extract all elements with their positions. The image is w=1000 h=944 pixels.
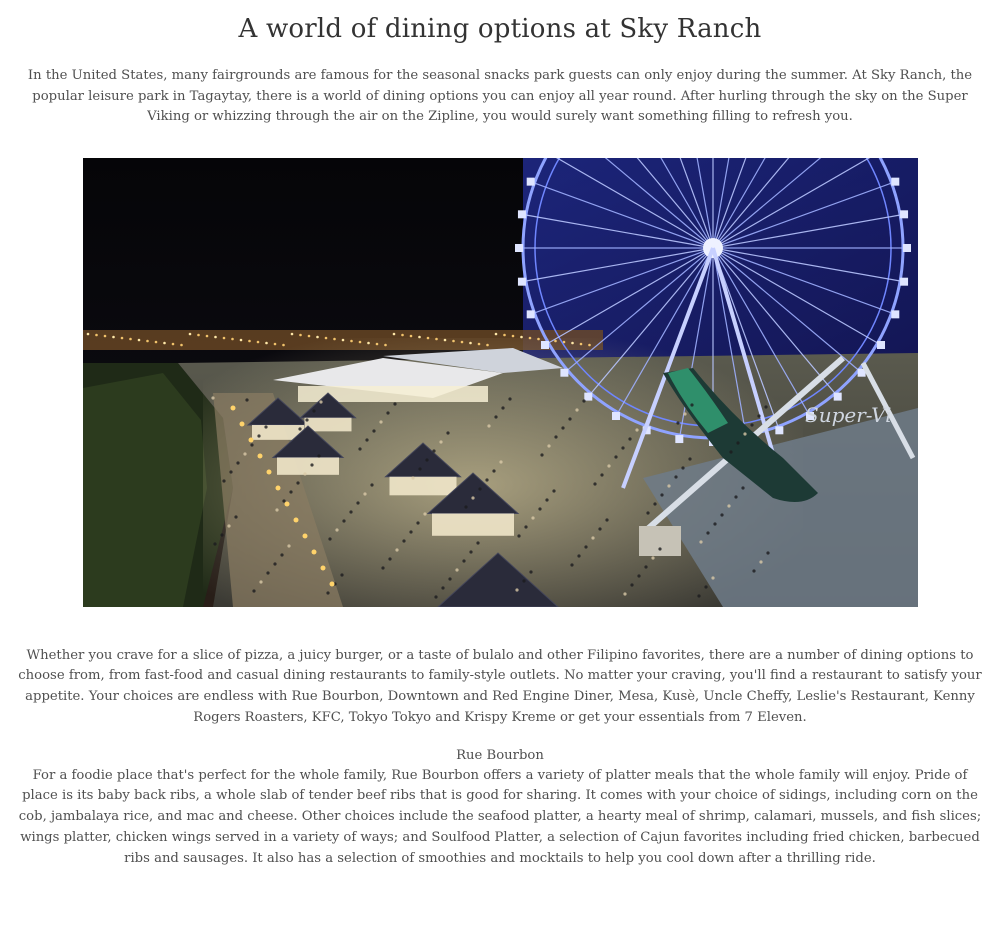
body-paragraph: Whether you crave for a slice of pizza, a juicy burger, or a taste of bulalo and other Filipino favorites, there are a number of dining options to choose from, from fast-food and casual dining restaurants to family-style outlets. No matter your craving, you'll find a restaurant to satisfy your appetite. Your choices are endless with Rue Bourbon, Downtown and Red Engine Diner, Mesa, Kusè, Uncle Cheffy, Leslie's Restaurant, Kenny Rogers Roasters, KFC, Tokyo Tokyo and Krispy Kreme or get your essentials from 7 Eleven. bbox=[18, 647, 982, 725]
section-paragraph: For a foodie place that's perfect for the whole family, Rue Bourbon offers a variety of platter meals that the whole family will enjoy. Pride of place is its baby back ribs, a whole slab of tender beef ribs that is good for sharing. It comes with your choice of sidings, including corn on the cob, jambalaya rice, and mac and cheese. Other choices include the seafood platter, a hearty meal of shrimp, calamari, mussels, and fish slices; wings platter, chicken wings served in a variety of ways; and Soulfood Platter, a selection of Cajun favorites including fried chicken, barbecued ribs and sausages. It also has a selection of smoothies and mocktails to help you cool down after a thrilling ride. bbox=[18, 767, 982, 866]
intro-paragraph: In the United States, many fairgrounds are famous for the seasonal snacks park guests can only enjoy during the summer. At Sky Ranch, the popular leisure park in Tagaytay, there is a world of dining options you can enjoy all year round. After hurling through the sky on the Super Viking or whizzing through the air on the Zipline, you would surely want something filling to refresh you. bbox=[27, 68, 973, 124]
section-heading: Rue Bourbon bbox=[456, 747, 544, 763]
article-title: A world of dining options at Sky Ranch bbox=[238, 14, 762, 44]
hillside-grass bbox=[83, 373, 207, 607]
ride-sign: Super-Vi bbox=[804, 402, 892, 427]
hero-image bbox=[83, 158, 918, 607]
